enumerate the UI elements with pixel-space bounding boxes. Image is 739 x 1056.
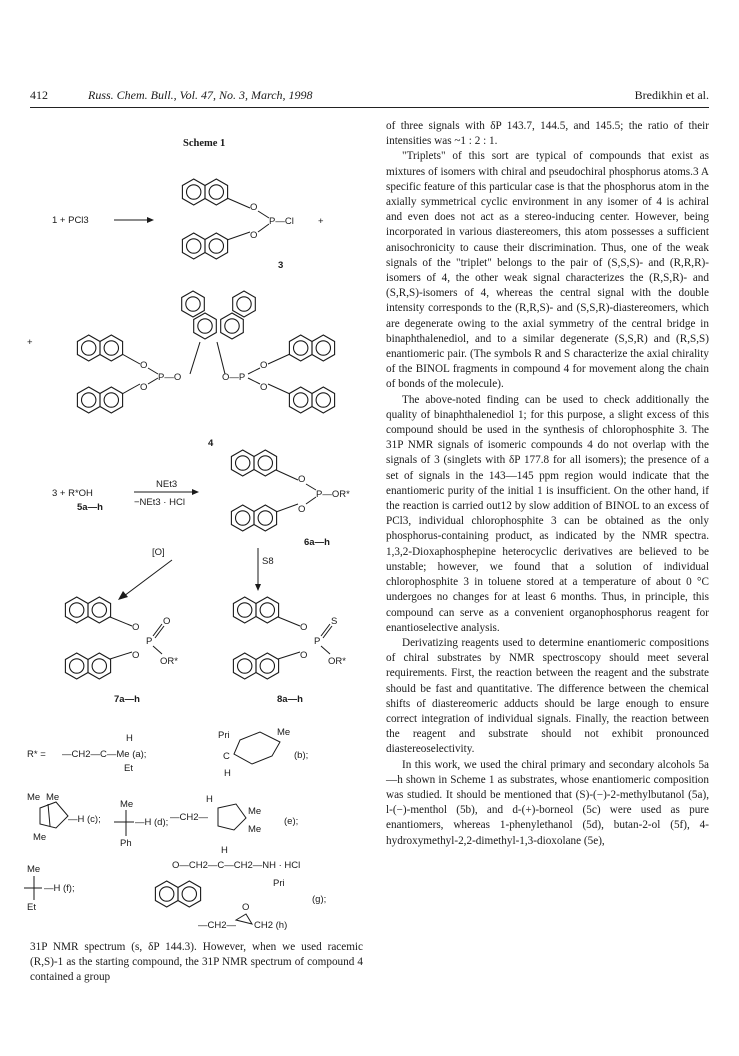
header-rule xyxy=(30,107,709,108)
svg-text:O: O xyxy=(250,230,258,241)
or-label-7: OR* xyxy=(160,656,178,667)
svg-text:O: O xyxy=(242,902,250,913)
svg-text:O—P: O—P xyxy=(222,372,246,383)
reagent-bottom: −NEt3 · HCl xyxy=(134,497,185,508)
substituent-h: CH2 (h) xyxy=(254,920,288,931)
svg-text:P: P xyxy=(146,636,153,647)
svg-text:H: H xyxy=(206,794,213,805)
row-chlorophosphite xyxy=(52,179,324,271)
reactant-label: 1 + PCl3 xyxy=(52,215,89,226)
paragraph-4: Derivatizing reagents used to determine enantiomeric compositions of chiral substrates by NMR spectroscopy should meet several requirements. First, the reaction between the reagent and the substrate should be fast and quantitative. The difference between the chemical shifts of diastereomeric adducts should be large enough to ensure correct integration of individual signals. Finally, the reaction between the reagent and substrate should not exhibit pronounced diastereoselectivity. xyxy=(386,636,709,756)
substituent-b: (b); xyxy=(294,750,309,761)
substituent-e: (e); xyxy=(284,816,299,827)
substituent-d: —H (d); xyxy=(135,817,169,828)
oxidant-label: [O] xyxy=(152,547,165,558)
svg-text:O: O xyxy=(140,382,148,393)
svg-text:C: C xyxy=(223,751,230,762)
plus-sign: + xyxy=(318,216,324,227)
compound-7-label: 7a—h xyxy=(114,694,140,705)
svg-text:Et: Et xyxy=(27,902,36,913)
substituent-h-left: —CH2— xyxy=(198,920,237,931)
or-label-8: OR* xyxy=(328,656,346,667)
compound-4-label: 4 xyxy=(208,438,214,449)
svg-text:Me: Me xyxy=(33,832,47,843)
left-paragraph: 31P NMR spectrum (s, δP 144.3). However, when we used racemic (R,S)-1 as the starting compound, the 31P NMR spectrum of compound 4 contained a group xyxy=(30,941,363,984)
svg-text:Me: Me xyxy=(277,727,291,738)
rstar-label: R* = xyxy=(27,749,46,760)
svg-text:H: H xyxy=(126,733,133,744)
left-column-text xyxy=(30,940,363,986)
compound-6-label: 6a—h xyxy=(304,537,330,548)
row-phosphite-ester xyxy=(52,450,350,548)
paragraph-5: In this work, we used the chiral primary and secondary alcohols 5a—h shown in Scheme 1 as substrates, whose enantiomeric composition was studied. It should be mentioned that (S)-(−)-2-methylbutanol (5a), l-(−)-menthol (5b), and d-(+)-borneol (5c) were used as pure enantiomers, whereas 1-phenylethanol (5d), butan-2-ol (5f), 4-hydroxymethyl-2,2-dimethyl-1,3-dioxolane (5e), xyxy=(386,758,709,847)
svg-text:P—O: P—O xyxy=(158,372,182,383)
svg-text:O: O xyxy=(140,360,148,371)
svg-text:H: H xyxy=(221,845,228,856)
svg-text:Me: Me xyxy=(248,824,262,835)
svg-text:H: H xyxy=(224,768,231,779)
svg-text:Et: Et xyxy=(124,763,133,774)
paragraph-1: of three signals with δP 143.7, 144.5, and 145.5; the ratio of their intensities was ~1 : 2 : 1. xyxy=(386,120,709,148)
reactant-3-label: 3 + R*OH xyxy=(52,488,93,499)
scheme-drawing xyxy=(22,128,367,933)
svg-text:O: O xyxy=(260,382,268,393)
p-or-label: P—OR* xyxy=(316,489,350,500)
plus-sign-2: + xyxy=(27,337,33,348)
reagent-top: NEt3 xyxy=(156,479,178,490)
svg-text:O: O xyxy=(132,622,140,633)
right-column-text xyxy=(386,119,709,849)
svg-text:Me: Me xyxy=(27,864,41,875)
svg-text:—CH2—: —CH2— xyxy=(170,812,209,823)
p-cl-label: P—Cl xyxy=(269,216,294,227)
paragraph-2: "Triplets" of this sort are typical of compounds that exist as mixtures of isomers with chiral and pseudochiral phosphorus atoms.3 A specific feature of this particular case is that the phosphorus atom in the axially symmetrical cyclic environment in any isomer of 4 is achiral and even does not act as a stereo-inducing center. However, being incorporated in various diastereomers, this atom possesses a sufficient anisochronicity to cause their discrimination. Thus, one of the weak signals of the "triplet" belongs to the pair of (S,S,S)- and (R,R,R)-isomers of 4, the other weak signal characterizes the (R,S,R)- and (S,R,S)-isomers of 4, whereas the central signal with the double intensity corresponds to the (R,R,S)- and (S,S,R)-diastereomers, which are degenerate owing to the axial symmetry of the central bridge in binaphthalenediol, and to a similar degenerate (S,S,R) and (R,S,S) enantiomeric pair. (The symbols R and S characterize the axial chirality of the BINOL fragments in compound 4 for movement along the chain of bonds of the molecule). xyxy=(386,150,709,391)
svg-text:O: O xyxy=(250,202,258,213)
author-line: Bredikhin et al. xyxy=(634,88,709,102)
svg-text:O: O xyxy=(300,650,308,661)
sulfur-label: S8 xyxy=(262,556,274,567)
svg-text:Me: Me xyxy=(120,799,134,810)
svg-text:Pri: Pri xyxy=(218,730,230,741)
svg-text:Me: Me xyxy=(248,806,262,817)
svg-text:O: O xyxy=(300,622,308,633)
substituent-f: —H (f); xyxy=(44,883,75,894)
running-header xyxy=(30,88,709,106)
alcohol-label: 5a—h xyxy=(77,502,103,513)
page-number: 412 xyxy=(30,88,48,102)
reaction-scheme xyxy=(22,128,367,933)
svg-text:O: O xyxy=(298,504,306,515)
svg-text:Me: Me xyxy=(27,792,41,803)
thio-atom: S xyxy=(331,616,338,627)
compound-8-label: 8a—h xyxy=(277,694,303,705)
svg-text:O: O xyxy=(260,360,268,371)
paragraph-3: The above-noted finding can be used to check additionally the quality of binaphthalenediol 1; for this purpose, a slight excess of this compound should be used in the synthesis of chlorophosphite 3. The 31P NMR signals of isomeric compounds 4 do not overlap with the signals of 3 (singlets with δP 177.8 for all isomers); the presence of a set of signals in the 143—145 ppm region would indicate that the enantiomeric purity of the initial 1 is insufficient. On the other hand, if the reaction is carried out12 by slow addition of BINOL to an excess of PCl3, individual chlorophosphite 3 can be obtained as the only phosphorus-containing product, as indicated by the NMR spectra. 1,3,2-Dioxaphosphepine heterocyclic derivatives are believed to be unstable; however, we found that a solution of individual chlorophosphite 3 in toluene stored at a temperature of about 0 °C undergoes no changes for at least 6 months. Thus, in principle, this compound can serve as a convenient organophosphorus reagent for enantioselective analysis. xyxy=(386,393,709,634)
substituent-table xyxy=(24,727,326,931)
substituent-a: —CH2—C—Me (a); xyxy=(62,749,147,760)
svg-text:P: P xyxy=(314,636,321,647)
substituent-g-chain: O—CH2—C—CH2—NH · HCl xyxy=(172,860,301,871)
substituent-c: —H (c); xyxy=(68,814,101,825)
substituent-g: (g); xyxy=(312,894,327,905)
row-oxidation xyxy=(65,547,346,705)
compound-3-label: 3 xyxy=(278,260,284,271)
svg-text:O: O xyxy=(298,474,306,485)
svg-text:Pri: Pri xyxy=(273,878,285,889)
oxo-atom: O xyxy=(163,616,171,627)
journal-citation: Russ. Chem. Bull., Vol. 47, No. 3, March, 1998 xyxy=(88,88,313,102)
svg-text:Ph: Ph xyxy=(120,838,132,849)
scheme-title: Scheme 1 xyxy=(183,138,226,149)
row-compound-4 xyxy=(27,291,335,449)
svg-text:O: O xyxy=(132,650,140,661)
svg-text:Me: Me xyxy=(46,792,60,803)
